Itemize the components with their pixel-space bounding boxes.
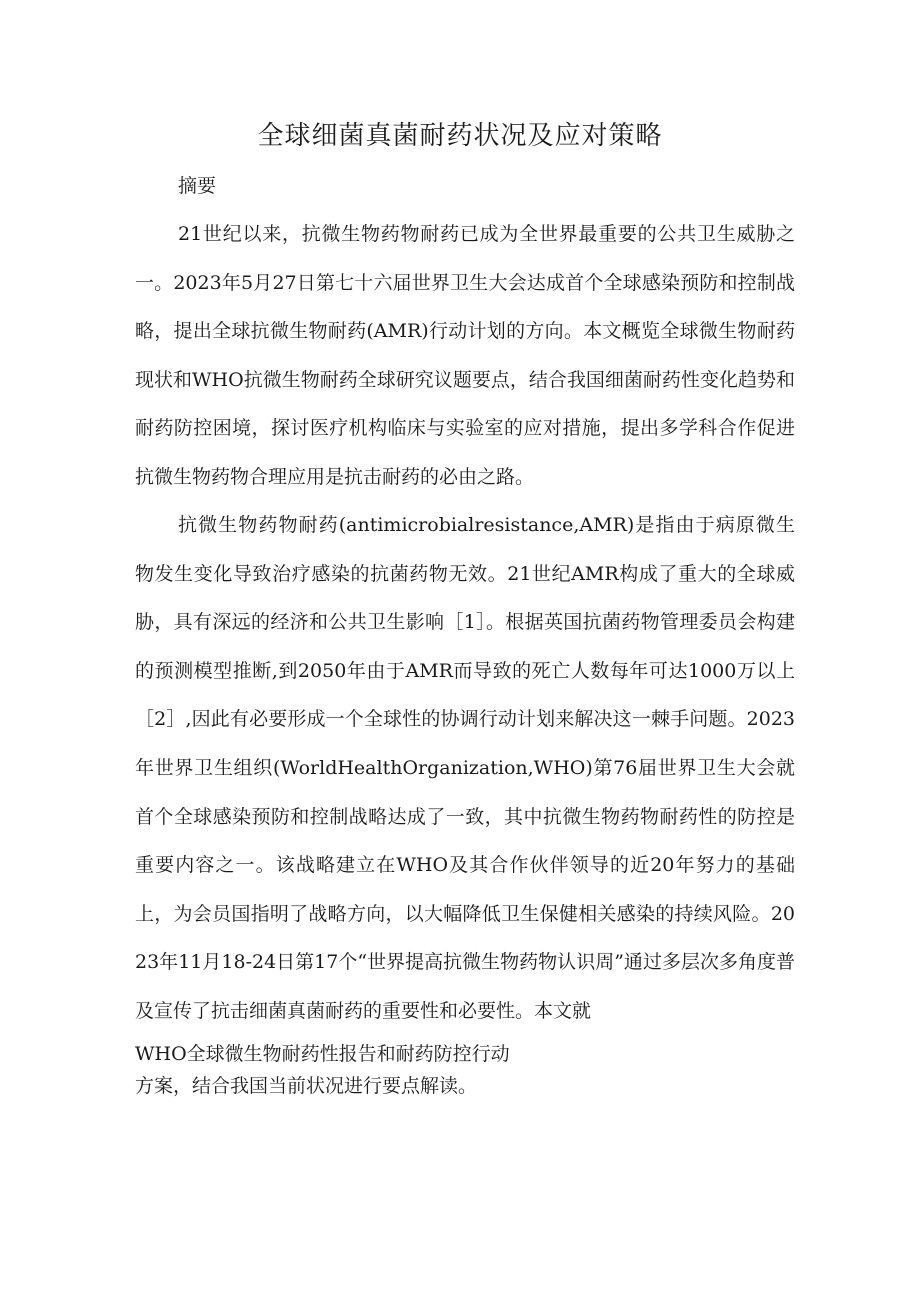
document-title: 全球细菌真菌耐药状况及应对策略 [257,121,663,151]
body-text-line: 方案，结合我国当前状况进行要点解读。 [135,1075,478,1097]
body-text-line: WHO全球微生物耐药性报告和耐药防控行动 [135,1043,510,1065]
abstract-paragraph: 21世纪以来，抗微生物药物耐药已成为全世界最重要的公共卫生威胁之一。2023年5月27日第七十六届世界卫生大会达成首个全球感染预防和控制战略，提出全球抗微生物耐药(AMR)行动计划的方向。本文概览全球微生物耐药现状和WHO抗微生物耐药全球研究议题要点，结合我国细菌耐药性变化趋势和耐药防控困境，探讨医疗机构临床与实验室的应对措施，提出多学科合作促进抗微生物药物合理应用是抗击耐药的必由之路。 [135,223,795,488]
body-paragraph: 抗微生物药物耐药(antimicrobialresistance,AMR)是指由于病原微生物发生变化导致治疗感染的抗菌药物无效。21世纪AMR构成了重大的全球威胁，具有深远的经济和公共卫生影响［1］。根据英国抗菌药物管理委员会构建的预测模型推断,到2050年由于AMR而导致的死亡人数每年可达1000万以上［2］,因此有必要形成一个全球性的协调行动计划来解决这一棘手问题。2023年世界卫生组织(WorldHealthOrganization,WHO)第76届世界卫生大会就首个全球感染预防和控制战略达成了一致，其中抗微生物药物耐药性的防控是重要内容之一。该战略建立在WHO及其合作伙伴领导的近20年努力的基础上，为会员国指明了战略方向，以大幅降低卫生保健相关感染的持续风险。2023年11月18-24日第17个“世界提高抗微生物药物认识周”通过多层次多角度普及宣传了抗击细菌真菌耐药的重要性和必要性。本文就 [135,514,795,1022]
abstract-heading: 摘要 [178,175,217,197]
